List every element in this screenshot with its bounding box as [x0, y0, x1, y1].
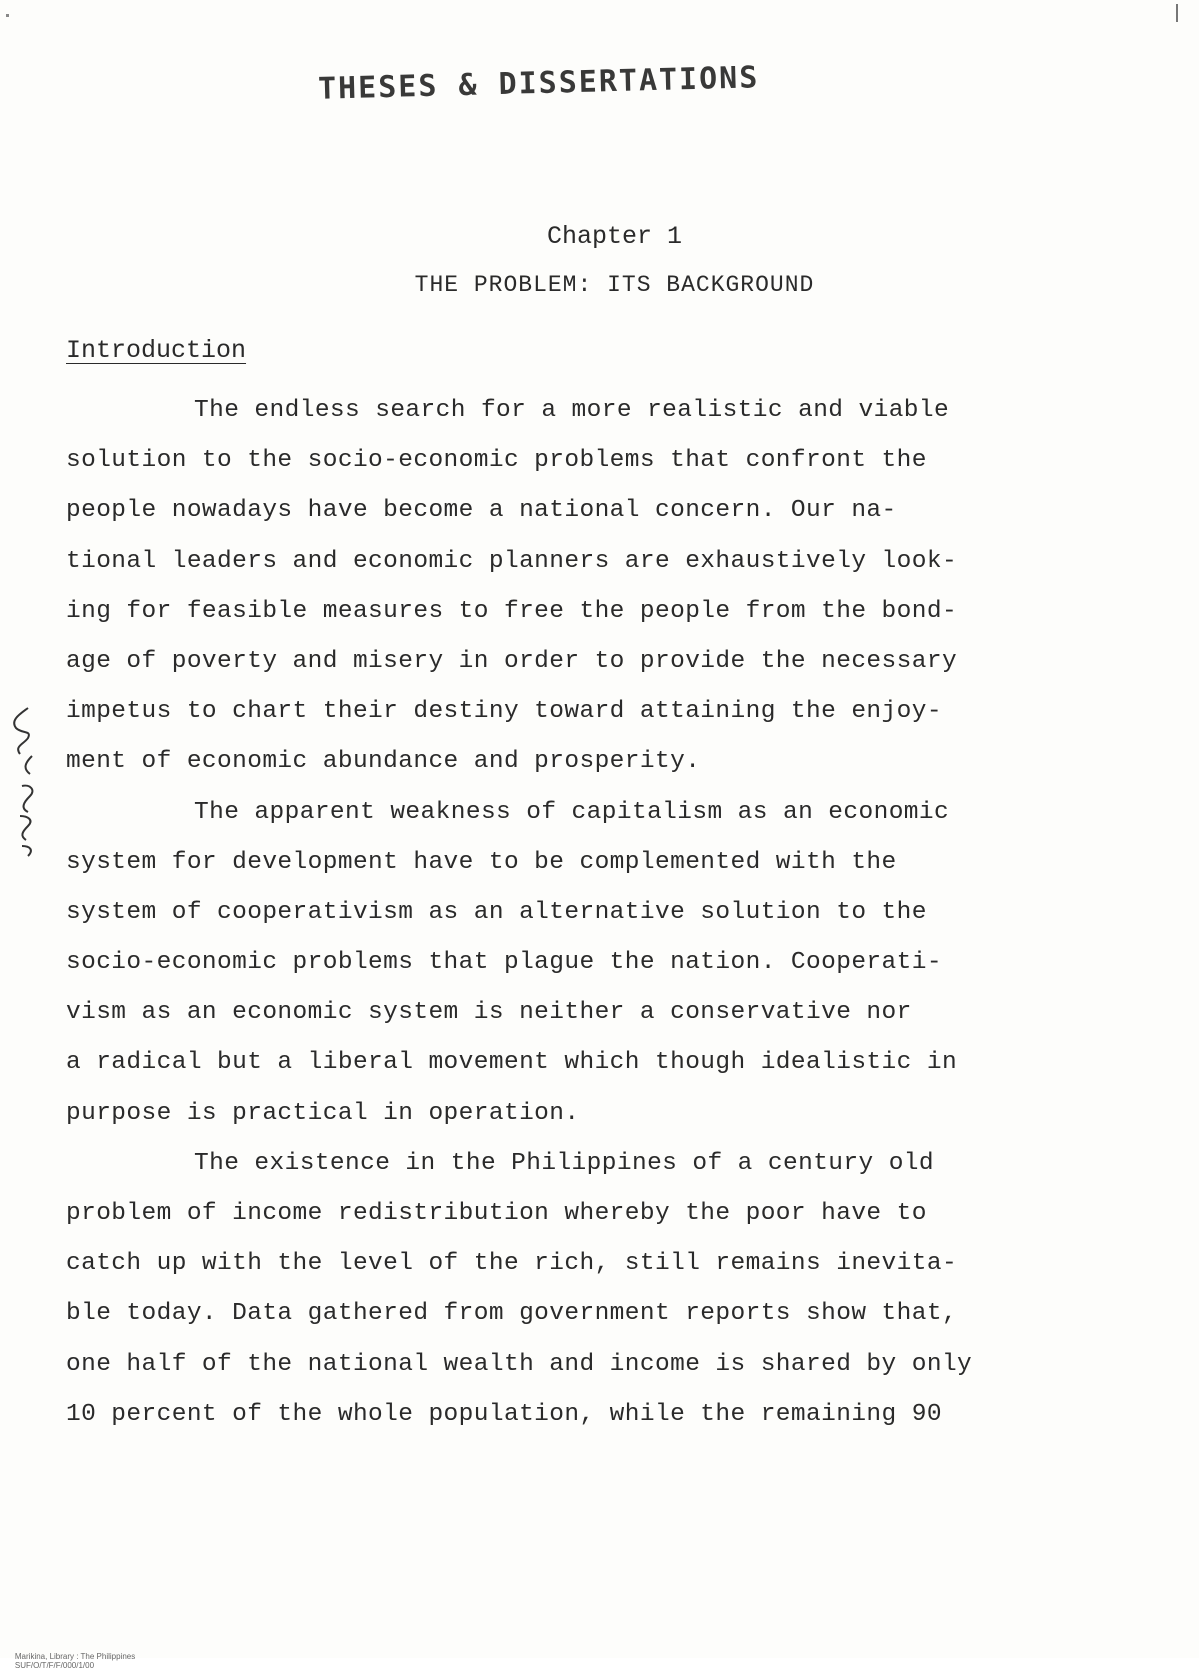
- paragraph-3: [66, 1139, 1026, 1440]
- text-line: impetus to chart their destiny toward attaining the enjoy-: [66, 698, 942, 726]
- text-line: system for development have to be complemented with the: [66, 848, 897, 876]
- text-line: one half of the national wealth and income is shared by only: [66, 1350, 973, 1378]
- scan-speck: [6, 14, 9, 17]
- paragraph-2: [66, 788, 1026, 1139]
- text-line: tional leaders and economic planners are exhaustively look-: [66, 547, 958, 575]
- text-line: ment of economic abundance and prosperity.: [66, 748, 701, 776]
- text-line: ble today. Data gathered from government reports show that,: [66, 1300, 958, 1328]
- text-line: problem of income redistribution whereby the poor have to: [66, 1200, 927, 1227]
- text-line: catch up with the level of the rich, still remains inevita-: [66, 1250, 958, 1278]
- text-line: a radical but a liberal movement which though idealistic in: [66, 1049, 958, 1077]
- library-stamp: THESES & DISSERTATIONS: [317, 60, 760, 107]
- text-line: purpose is practical in operation.: [66, 1099, 580, 1127]
- chapter-title: THE PROBLEM: ITS BACKGROUND: [414, 272, 815, 298]
- body-text: [66, 386, 1026, 1440]
- text-line: The existence in the Philippines of a century old: [194, 1149, 935, 1177]
- text-line: solution to the socio-economic problems that confront the: [66, 447, 927, 475]
- scan-tick-mark: [1176, 4, 1178, 22]
- text-line: vism as an economic system is neither a conservative nor: [66, 999, 912, 1027]
- section-heading: Introduction: [66, 336, 247, 365]
- handwritten-margin-note: [2, 704, 46, 864]
- footer-code: SUF/O/T/F/F/000/1/00: [14, 1661, 95, 1670]
- paragraph-1: [66, 386, 1026, 788]
- footer-source: Marikina, Library : The Philippines: [14, 1652, 136, 1661]
- chapter-number: Chapter 1: [546, 222, 683, 251]
- text-line: The apparent weakness of capitalism as an economic: [194, 798, 950, 826]
- scan-footer: [6, 1643, 149, 1679]
- text-line: system of cooperativism as an alternative solution to the: [66, 898, 927, 926]
- text-line: socio-economic problems that plague the nation. Cooperati-: [66, 949, 942, 977]
- text-line: The endless search for a more realistic and viable: [194, 397, 950, 424]
- text-line: people nowadays have become a national concern. Our na-: [66, 497, 897, 525]
- text-line: 10 percent of the whole population, while the remaining 90: [66, 1400, 942, 1428]
- text-line: age of poverty and misery in order to provide the necessary: [66, 647, 958, 675]
- text-line: ing for feasible measures to free the people from the bond-: [66, 597, 958, 625]
